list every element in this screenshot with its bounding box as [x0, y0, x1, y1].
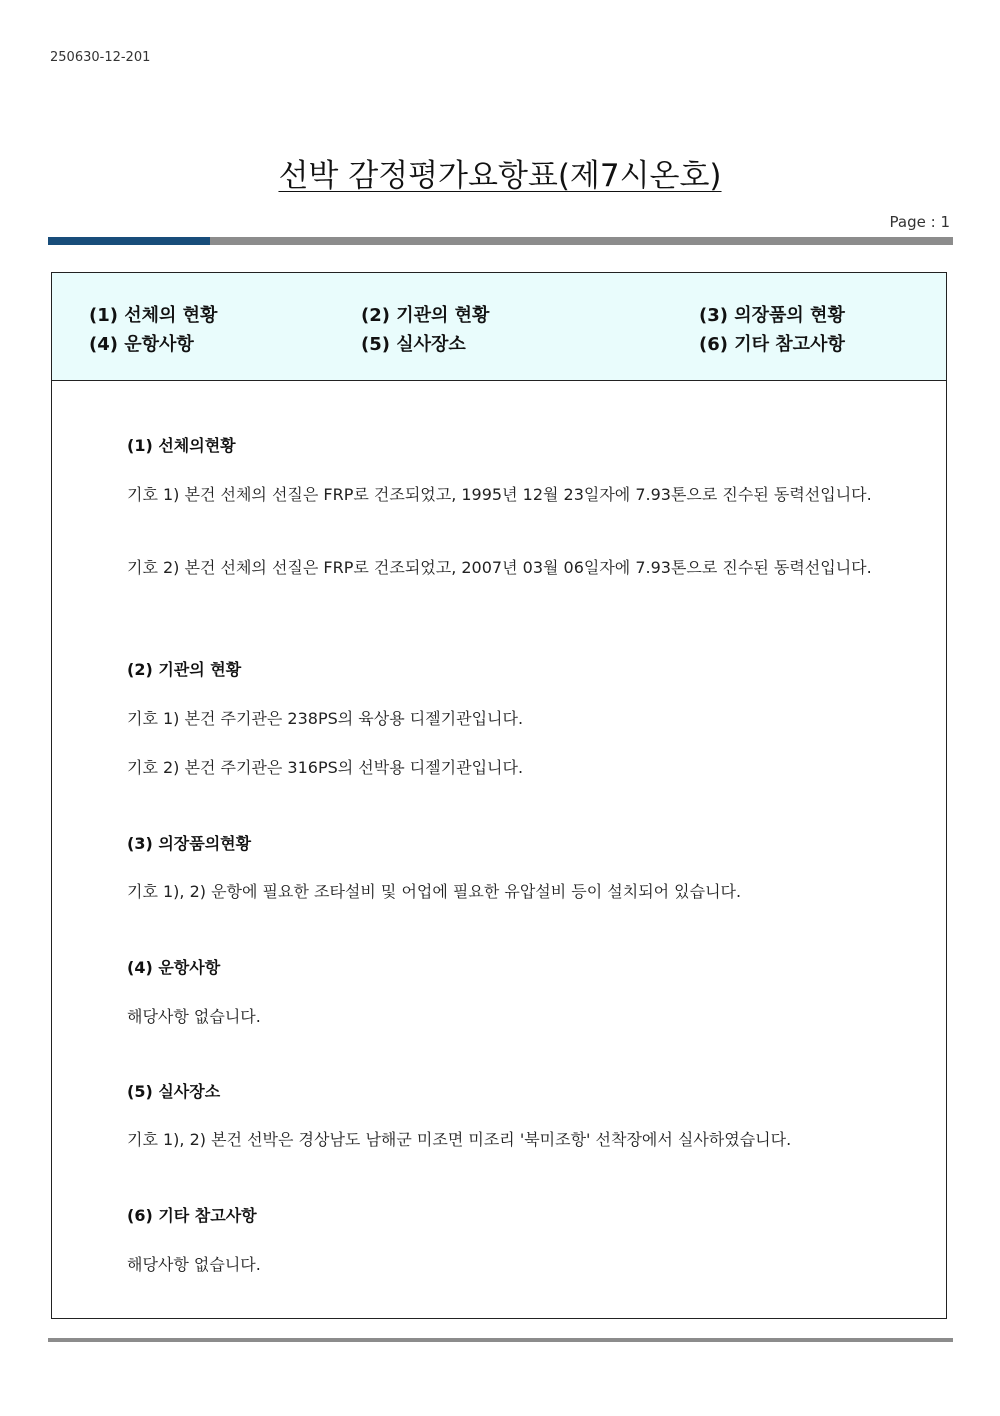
section-heading-inspection-site: (5) 실사장소	[127, 1082, 221, 1101]
section-heading-hull: (1) 선체의현황	[127, 436, 236, 455]
page-number: Page : 1	[889, 213, 950, 231]
section-paragraph: 기호 2) 본건 선체의 선질은 FRP로 건조되었고, 2007년 03월 06일자에 7.93톤으로 진수된 동력선입니다.	[127, 558, 872, 577]
section-paragraph: 기호 1) 본건 선체의 선질은 FRP로 건조되었고, 1995년 12월 23일자에 7.93톤으로 진수된 동력선입니다.	[127, 485, 872, 504]
section-paragraph: 기호 1), 2) 본건 선박은 경상남도 남해군 미조면 미조리 '북미조항' 선착장에서 실사하였습니다.	[127, 1130, 792, 1149]
section-heading-other-notes: (6) 기타 참고사항	[127, 1206, 257, 1225]
toc-item-operation: (4) 운항사항	[89, 334, 194, 355]
toc-item-inspection-site: (5) 실사장소	[361, 334, 466, 355]
section-paragraph: 해당사항 없습니다.	[127, 1007, 261, 1026]
table-of-contents	[51, 272, 947, 381]
section-heading-operation: (4) 운항사항	[127, 958, 221, 977]
footer-divider	[48, 1338, 953, 1342]
section-paragraph: 기호 2) 본건 주기관은 316PS의 선박용 디젤기관입니다.	[127, 758, 524, 777]
document-id: 250630-12-201	[50, 50, 151, 65]
toc-item-engine: (2) 기관의 현황	[361, 305, 490, 326]
page-title-text: 선박 감정평가요항표(제7시온호)	[278, 158, 722, 194]
content-body	[51, 381, 947, 1319]
toc-item-equipment: (3) 의장품의 현황	[699, 305, 845, 326]
header-divider-accent	[48, 237, 210, 245]
section-paragraph: 해당사항 없습니다.	[127, 1255, 261, 1274]
section-paragraph: 기호 1), 2) 운항에 필요한 조타설비 및 어업에 필요한 유압설비 등이 설치되어 있습니다.	[127, 882, 742, 901]
toc-item-other-notes: (6) 기타 참고사항	[699, 334, 845, 355]
section-heading-engine: (2) 기관의 현황	[127, 660, 242, 679]
section-heading-equipment: (3) 의장품의현황	[127, 834, 252, 853]
page-title	[0, 150, 1000, 195]
header-divider	[48, 237, 953, 245]
toc-item-hull: (1) 선체의 현황	[89, 305, 218, 326]
section-paragraph: 기호 1) 본건 주기관은 238PS의 육상용 디젤기관입니다.	[127, 709, 524, 728]
